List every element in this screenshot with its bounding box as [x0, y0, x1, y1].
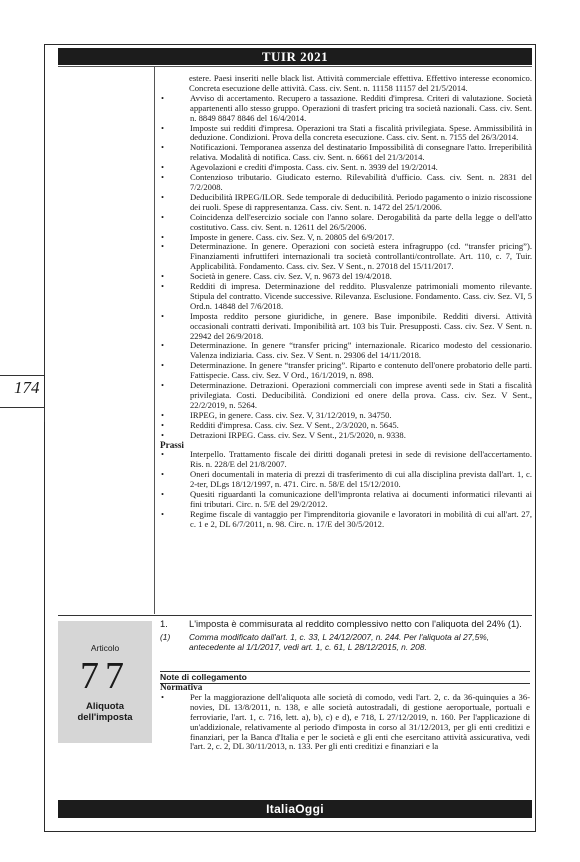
publisher-footer: ItaliaOggi [58, 800, 532, 818]
list-item-text: Avviso di accertamento. Recupero a tassazione. Redditi d'impresa. Criteri di valutazione. Società appartenenti allo stesso gruppo. Operazioni di trasfert pricing tra società nazionali. Cass. civ. Sent. n. 8849 8847 8846 del 16/4/2014. [190, 92, 532, 123]
article-footnote [160, 632, 530, 652]
list-item [160, 341, 532, 361]
list-item [160, 124, 532, 144]
list-item [160, 361, 532, 381]
list-item-text: Deducibilità IRPEG/ILOR. Sede temporale di deducibilità. Periodo pagamento o inizio riscossione dei ruoli. Spese di rappresentanza. Cass. civ. Sent. n. 1472 del 25/1/2006. [190, 191, 532, 212]
list-item-text: Redditi d'impresa. Cass. civ. Sez. V Sent., 2/3/2020, n. 5645. [190, 419, 399, 430]
bullet-icon: • [161, 172, 165, 183]
list-item [160, 143, 532, 163]
bullet-icon: • [161, 419, 165, 430]
bullet-icon: • [161, 380, 165, 391]
section-separator [58, 615, 532, 616]
jurisprudence-list [160, 74, 532, 530]
normativa-text: Per la maggiorazione dell'aliquota alle società di comodo, vedi l'art. 2, c. da 36-quinquies a 36-novies, DL 13/8/2011, n. 138, e alle società autostradali, di gestione aeroportuale, portuali e ferroviarie, l'art. 1, c. 716, lett. a), b), c) e d), e 718, L 27/12/2019, n. 160. Per l'applicazione di un'addizionale, relativamente al periodo d'imposta in corso al 31/12/2013, per gli enti creditizi e finanziari, per la Banca d'Italia e per le società e gli enti che esercitano attività assicurativa, vedi l'art. 2, c. 2, DL 30/11/2013, n. 133. Per gli enti creditizi e finanziari e la [190, 691, 530, 752]
list-item [160, 450, 532, 470]
page-number-rule-bottom [0, 407, 44, 408]
footnote-text: Comma modificato dall'art. 1, c. 33, L 24/12/2007, n. 244. Per l'aliquota al 27,5%, antecedente al 1/1/2017, vedi art. 1, c. 61, L 28/12/2015, n. 208. [189, 632, 490, 652]
list-item [160, 381, 532, 411]
list-item-continued: estere. Paesi inseriti nelle black list. Attività commerciale effettiva. Effettivo interesse economico. Concreta esecuzione delle attività. Cass. civ. Sent. n. 11158 11157 del 21/5/2014. [189, 73, 532, 93]
list-item-text: Imposta reddito persone giuridiche, in genere. Base imponibile. Redditi diversi. Attività occasionali contratti derivati. Imponibilità art. 103 bis Tuir. Presupposti. Cass. civ. Sez. V Sent. n. 22942 del 26/9/2018. [190, 310, 532, 341]
list-item [160, 94, 532, 124]
bullet-icon: • [161, 691, 165, 702]
bullet-icon: • [161, 122, 165, 133]
bullet-icon: • [161, 92, 165, 103]
list-item-text: Detrazioni IRPEG. Cass. civ. Sez. V Sent., 21/5/2020, n. 9338. [190, 429, 406, 440]
list-item-text: IRPEG, in genere. Cass. civ. Sez. V, 31/12/2019, n. 34750. [190, 409, 392, 420]
bullet-icon: • [161, 508, 165, 519]
paragraph-text: L'imposta è commisurata al reddito complessivo netto con l'aliquota del 24% (1). [189, 618, 522, 629]
normativa-section [160, 683, 530, 752]
list-item [160, 510, 532, 530]
list-item [160, 470, 532, 490]
column-divider [154, 66, 155, 614]
bullet-icon: • [161, 162, 165, 173]
article-title-line-2: dell'imposta [77, 712, 133, 723]
list-item-text: Determinazione. In genere. Operazioni con società estera infragruppo (cd. “transfer pricing”). Finanziamenti infruttiferi internazionali tra società controllanti/controllate. Art. 110, c. 7, Tuir. Applicabilità. Fondamento. Cass. civ. Sez. V Sent., n. 27018 del 15/11/2017. [190, 241, 532, 272]
bullet-icon: • [161, 241, 165, 252]
bullet-icon: • [161, 142, 165, 153]
page-header: TUIR 2021 [58, 48, 532, 65]
page-number-bracket-bottom [44, 407, 45, 422]
list-item [160, 431, 532, 441]
bullet-icon: • [161, 449, 165, 460]
article-number: 77 [80, 655, 130, 697]
list-item [160, 193, 532, 213]
list-item-text: Società in genere. Cass. civ. Sez. V, n. 9673 del 19/4/2018. [190, 271, 392, 282]
list-item [160, 173, 532, 193]
list-item [160, 312, 532, 342]
list-item [160, 490, 532, 510]
bullet-icon: • [161, 340, 165, 351]
bullet-icon: • [161, 231, 165, 242]
list-item-text: Determinazione. Detrazioni. Operazioni commerciali con imprese aventi sede in Stati a fiscalità privilegiata. Costi. Deducibilità. Condizioni ed onere della prova. Cass. civ. Sez. V Sent., 22/2/2019, n. 5264. [190, 380, 532, 410]
page-number-bracket-top [44, 360, 45, 375]
list-item-text: Agevolazioni e crediti d'imposta. Cass. civ. Sent. n. 3939 del 19/2/2014. [190, 162, 438, 173]
article-title-line-1: Aliquota [86, 701, 124, 712]
page-number-rule-top [0, 375, 44, 376]
list-item-text: Determinazione. In genere “transfer pricing”. Riparto e contenuto dell'onere probatorio delle parti. Fattispecie. Cass. civ. Sez. V Ord., 16/1/2019, n. 898. [190, 360, 532, 381]
bullet-icon: • [161, 489, 165, 500]
normativa-heading: Normativa [160, 682, 203, 692]
bullet-icon: • [161, 271, 165, 282]
list-item-text: Regime fiscale di vantaggio per l'imprenditoria giovanile e lavoratori in mobilità di cui all'art. 27, c. 1 e 2, DL 6/7/2011, n. 98. Circ. n. 17/E del 30/5/2012. [190, 508, 532, 529]
header-rule [58, 66, 532, 67]
list-item [160, 282, 532, 312]
page-number: 174 [14, 378, 40, 397]
article-title [58, 701, 152, 723]
bullet-icon: • [161, 310, 165, 321]
notes-heading: Note di collegamento [160, 671, 530, 684]
list-item-text: Imposte sui redditi d'impresa. Operazioni tra Stati a fiscalità privilegiata. Spese. Ammissibilità in deduzione. Condizioni. Prova della concreta esecuzione. Cass. civ. Sent. n. 7155 del 26/3/2014. [190, 122, 532, 143]
article-box [58, 621, 152, 743]
bullet-icon: • [161, 469, 165, 480]
list-item-text: Notificazioni. Temporanea assenza del destinatario Impossibilità di consegnare l'atto. Irreperibilità relativa. Modalità di notifica. Cass. civ. Sent. n. 6661 del 21/3/2014. [190, 142, 532, 163]
bullet-icon: • [161, 281, 165, 292]
list-item-text: Contenzioso tributario. Giudicato esterno. Rilevabilità d'ufficio. Cass. civ. Sent. n. 2831 del 7/2/2008. [190, 172, 532, 192]
article-paragraph [160, 618, 530, 629]
article-text [160, 618, 530, 652]
list-item-text: Quesiti riguardanti la comunicazione dell'impronta relativa ai documenti informatici rilevanti ai fini tributari. Circ. n. 5/E del 29/2/2012. [190, 489, 532, 509]
bullet-icon: • [161, 211, 165, 222]
list-item-text: Coincidenza dell'esercizio sociale con l'anno solare. Derogabilità da parte della legge o dell'atto costitutivo. Cass. civ. Sent. n. 12611 del 26/5/2006. [190, 211, 532, 232]
bullet-icon: • [161, 360, 165, 371]
article-label: Articolo [90, 643, 120, 653]
list-item [160, 242, 532, 272]
footnote-number: (1) [160, 632, 171, 642]
list-item-text: Oneri documentali in materia di prezzi di trasferimento di cui alla disciplina prevista dall'art. 1, c. 2-ter, DLgs 18/12/1997, n. 471. Circ. n. 58/E del 15/12/2010. [190, 469, 532, 490]
bullet-icon: • [161, 429, 165, 440]
list-item-text: Redditi di impresa. Determinazione del reddito. Plusvalenze patrimoniali momento rilevante. Stipula del contratto. Vicende successive. Rilevanza. Esclusione. Fondamento. Cass. civ. Sez. VI, 5 Ord.n. 14848 del 7/6/2018. [190, 281, 532, 311]
list-item-text: Interpello. Trattamento fiscale dei diritti doganali pretesi in sede di revisione dell'accertamento. Ris. n. 228/E del 21/8/2007. [190, 449, 532, 470]
section-heading: Prassi [160, 439, 184, 450]
paragraph-number: 1. [160, 618, 168, 629]
list-item-text: Imposte in genere. Cass. civ. Sez. V, n. 20805 del 6/9/2017. [190, 231, 395, 242]
list-item [160, 213, 532, 233]
bullet-icon: • [161, 191, 165, 202]
list-item [160, 693, 530, 752]
bullet-icon: • [161, 409, 165, 420]
list-item-text: Determinazione. In genere “transfer pricing” internazionale. Ricarico modesto del cessionario. Valenza indiziaria. Cass. civ. Sez. V Sent. n. 29306 del 14/11/2018. [190, 340, 532, 361]
